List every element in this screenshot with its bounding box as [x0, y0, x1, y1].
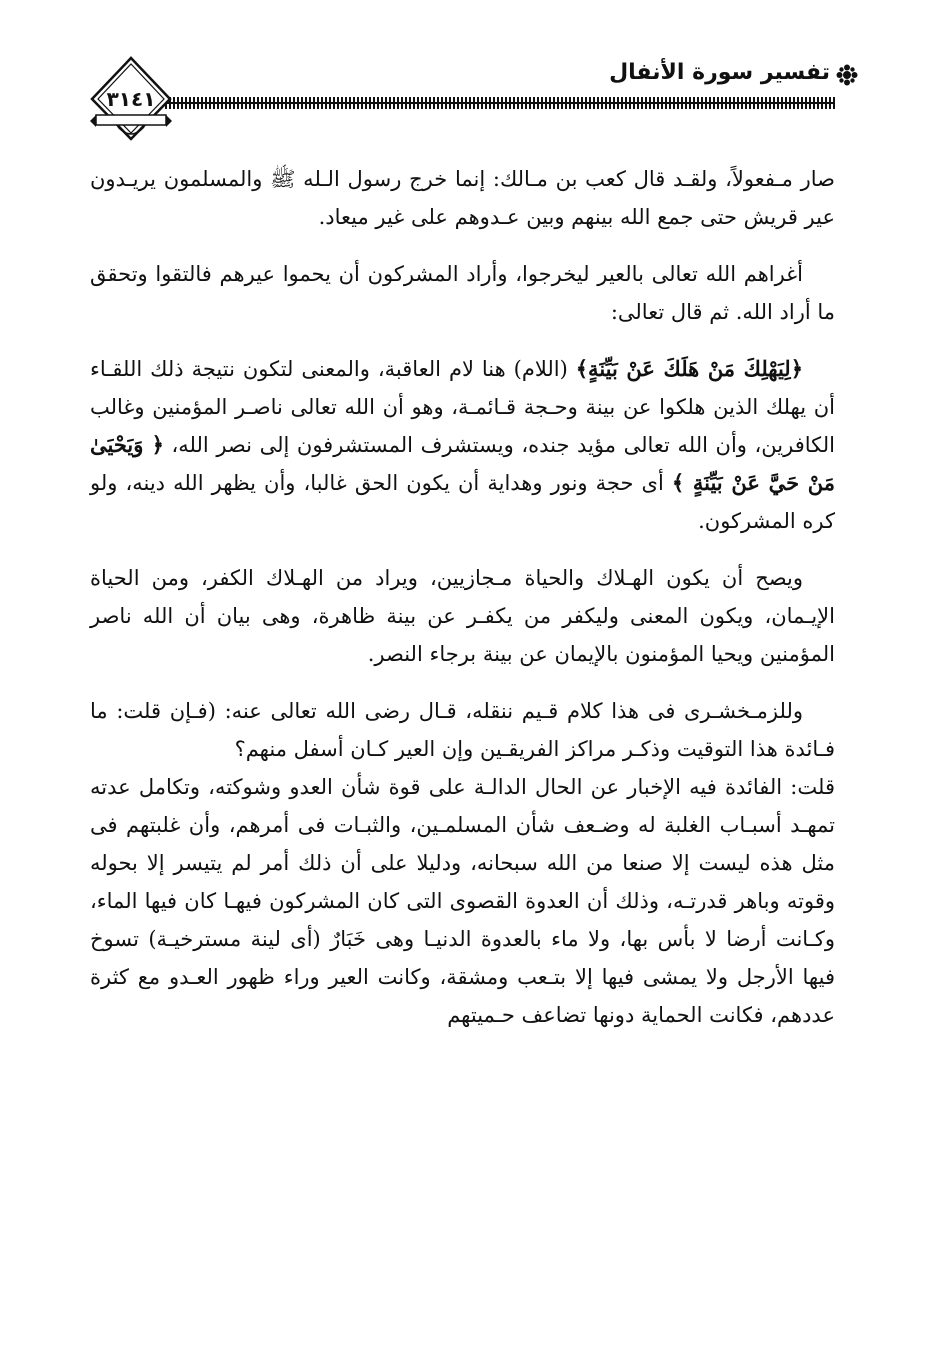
dotted-rule-icon: [165, 97, 835, 109]
paragraph-4: ويصح أن يكون الهـلاك والحياة مـجازيين، ويراد من الهـلاك الكفر، ومن الحياة الإيـمان، ويكون المعنى وليكفر من يكفـر عن بينة ظاهرة، وهى بيان أن الله ناصر المؤمنين ويحيا المؤمنون بالإيمان عن بينة برجاء النصر.: [90, 566, 835, 666]
paragraph-1: صار مـفعولاً، ولقـد قال كعب بن مـالك: إنما خرج رسول الـله ﷺ والمسلمون يريـدون عير قريش حتى جمع الله بينهم وبين عـدوهم على غير ميعاد.: [90, 167, 835, 229]
page-number: ٣١٤١: [106, 87, 156, 111]
paragraph-5b: قلت: الفائدة فيه الإخبار عن الحال الدالـة على قوة شأن العدو وشوكته، وتكامل عدته تمهـد أسبـاب الغلبة له وضـعف شأن المسلمـين، والثبـات فى أمرهم، وأن غلبتهم فى مثل هذه ليست إلا صنعا من الله سبحانه، ودليلا على أن ذلك أمر لم يتيسر إلا بحوله وقوته وباهر قدرتـه، وذلك أن العدوة القصوى التى كان المشركون فيهـا كان فيها الماء، وكـانت أرضا لا بأس بها، ولا ماء بالعدوة الدنيـا وهى خَبَارٌ (أى لينة مسترخيـة) تسوخ فيها الأرجل ولا يمشى فيها إلا بتـعب ومشقة، وكانت العير وراء ظهور العـدو مع كثرة عددهم، فكانت الحماية دونها تضاعف حـميتهم: [90, 775, 835, 1027]
paragraph-5a: وللزمـخشـرى فى هذا كلام قـيم ننقله، قـال رضى الله تعالى عنه: (فـإن قلت: ما فـائدة هذا التوقيت وذكـر مراكز الفريقـين وإن العير كـان أسفل منهم؟: [90, 699, 835, 761]
quran-verse-2: ﴿ وَيَحْيَىٰ مَنْ حَيَّ عَنْ بَيِّنَةٍ ﴾: [90, 432, 836, 495]
floral-ornament-icon: [836, 64, 858, 86]
paragraph-3-text-1: (اللام) هنا لام العاقبة، والمعنى لتكون نتيجة ذلك اللقـاء أن يهلك الذين هلكوا عن بينة وحـجة قـائمـة، وهو أن الله تعالى ناصـر المؤمنين وغالب الكافرين، وأن الله تعالى مؤيد جنده، ويستشرف المستشرفون إلى نصر الله،: [90, 357, 835, 457]
paragraph-3: [90, 350, 835, 540]
page-body: [90, 160, 835, 1034]
paragraph-3-text-2: أى حجة ونور وهداية أن يكون الحق غالبا، وأن يظهر الله دينه، ولو كره المشركون.: [90, 471, 835, 533]
page-number-badge: [88, 55, 174, 145]
surah-title: تفسير سورة الأنفال: [609, 60, 830, 85]
page-header: [0, 0, 926, 150]
quran-verse-1: ﴿لِيَهْلِكَ مَنْ هَلَكَ عَنْ بَيِّنَةٍ﴾: [575, 356, 804, 381]
paragraph-2: أغراهم الله تعالى بالعير ليخرجوا، وأراد المشركون أن يحموا عيرهم فالتقوا وتحقق ما أراد الله. ثم قال تعالى:: [90, 262, 835, 324]
